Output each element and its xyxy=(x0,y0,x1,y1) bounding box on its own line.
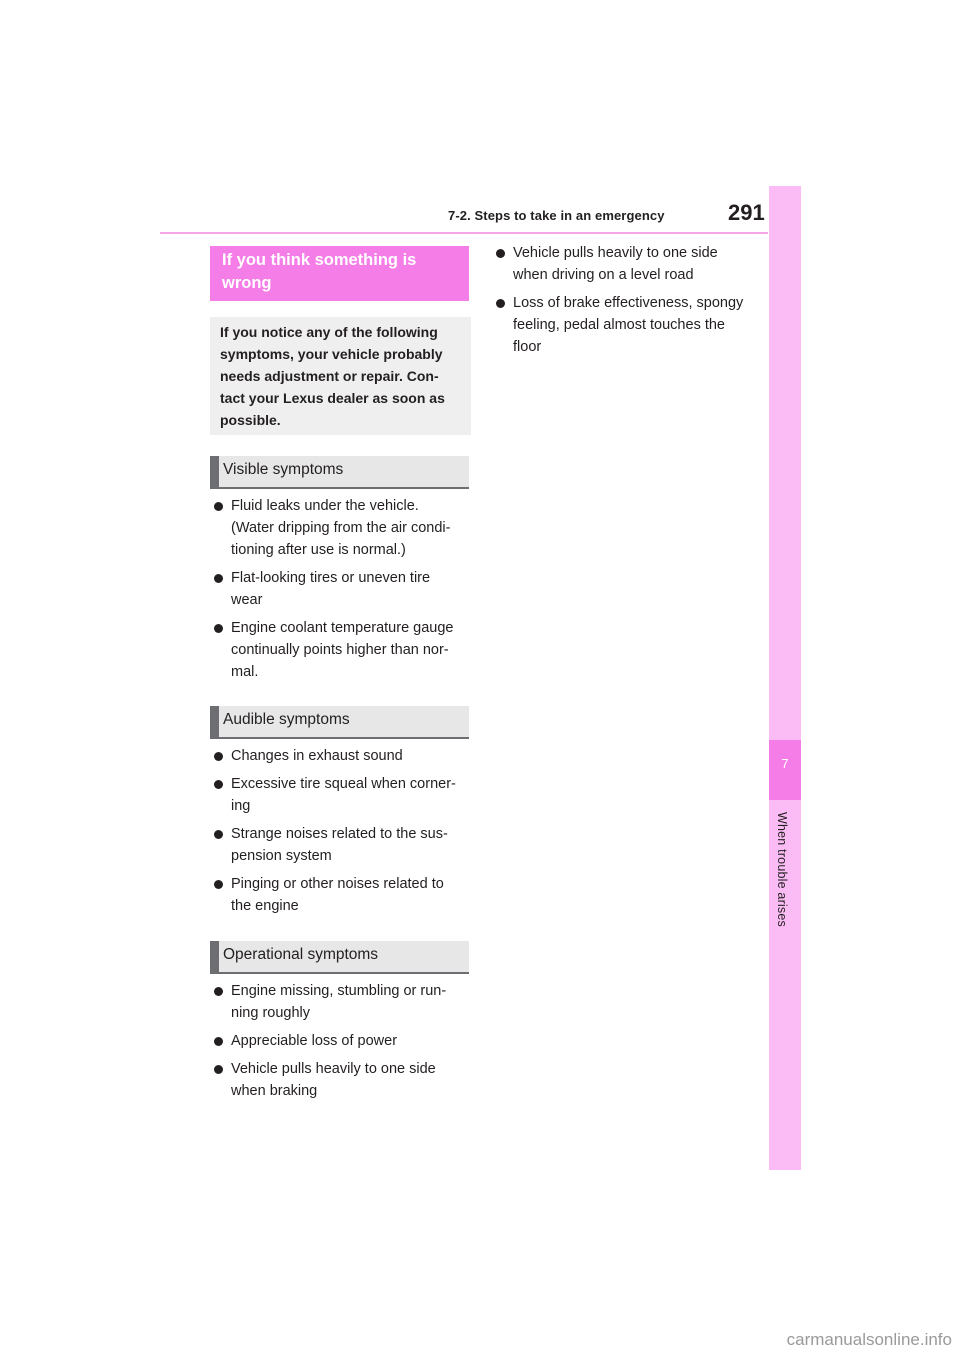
chapter-side-tab xyxy=(769,186,801,1170)
page-number: 291 xyxy=(728,200,765,225)
chapter-name: When trouble arises xyxy=(775,812,789,927)
chapter-number: 7 xyxy=(781,756,789,771)
list-item: Flat-looking tires or uneven tire wear xyxy=(212,567,464,611)
bullet-icon xyxy=(214,987,223,996)
list-item: Excessive tire squeal when corner-ing xyxy=(212,773,464,817)
bullet-icon xyxy=(496,299,505,308)
list-item: Strange noises related to the sus-pension system xyxy=(212,823,464,867)
heading-label: Visible symptoms xyxy=(223,461,344,478)
list-item: Vehicle pulls heavily to one side when braking xyxy=(212,1058,464,1102)
list-item: Fluid leaks under the vehicle. (Water dripping from the air condi-tioning after use is normal.) xyxy=(212,495,464,561)
visible-symptoms-list xyxy=(212,495,464,689)
caution-body-box xyxy=(210,317,471,435)
list-item: Loss of brake effectiveness, spongy feeling, pedal almost touches the floor xyxy=(494,292,750,358)
operational-symptoms-list-continued xyxy=(494,242,750,364)
bullet-icon xyxy=(214,1037,223,1046)
bullet-icon xyxy=(214,502,223,511)
list-item: Pinging or other noises related to the engine xyxy=(212,873,464,917)
bullet-icon xyxy=(496,249,505,258)
audible-symptoms-list xyxy=(212,745,464,923)
visible-symptoms-heading xyxy=(210,456,469,489)
section-title: 7-2. Steps to take in an emergency xyxy=(448,208,665,223)
bullet-icon xyxy=(214,780,223,789)
caution-body: If you notice any of the following symptoms, your vehicle probably needs adjustment or repair. Con-tact your Lexus dealer as soon as possible. xyxy=(220,324,445,428)
heading-label: Audible symptoms xyxy=(223,711,350,728)
heading-label: Operational symptoms xyxy=(223,946,379,963)
bullet-icon xyxy=(214,752,223,761)
caution-title: If you think something is wrong xyxy=(222,251,417,292)
bullet-icon xyxy=(214,624,223,633)
operational-symptoms-list xyxy=(212,980,464,1108)
bullet-icon xyxy=(214,880,223,889)
list-item: Engine coolant temperature gauge continually points higher than nor-mal. xyxy=(212,617,464,683)
caution-title-box xyxy=(210,246,469,301)
list-item: Engine missing, stumbling or run-ning roughly xyxy=(212,980,464,1024)
watermark[interactable]: carmanualsonline.info xyxy=(786,1330,952,1349)
bullet-icon xyxy=(214,1065,223,1074)
list-item: Appreciable loss of power xyxy=(212,1030,464,1052)
header-rule xyxy=(160,232,768,234)
audible-symptoms-heading xyxy=(210,706,469,739)
bullet-icon xyxy=(214,830,223,839)
bullet-icon xyxy=(214,574,223,583)
list-item: Vehicle pulls heavily to one side when driving on a level road xyxy=(494,242,750,286)
list-item: Changes in exhaust sound xyxy=(212,745,464,767)
operational-symptoms-heading xyxy=(210,941,469,974)
